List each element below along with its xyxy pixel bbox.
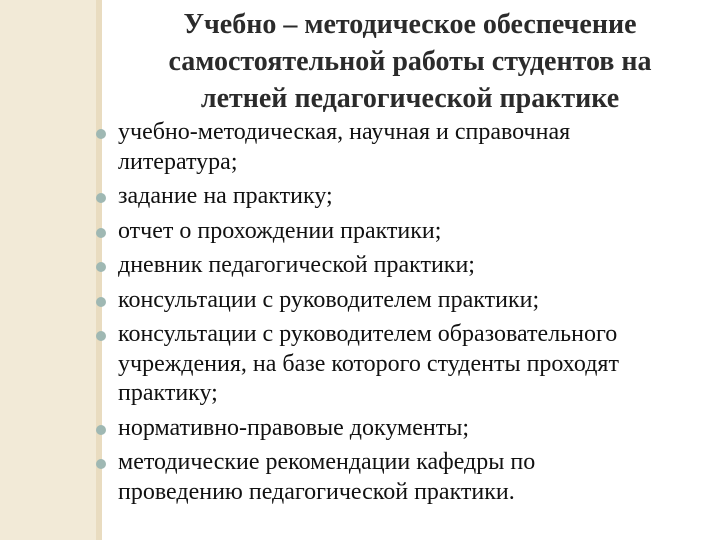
list-item-text: учебно-методическая, научная и справочная литература; — [118, 119, 571, 175]
list-item-text: методические рекомендации кафедры по проведению педагогической практики. — [118, 449, 536, 505]
bullet-dot-icon — [96, 459, 106, 469]
bullet-dot-icon — [96, 297, 106, 307]
list-item-text: дневник педагогической практики; — [118, 252, 475, 278]
list-item — [82, 251, 712, 281]
list-item — [82, 217, 712, 247]
bullet-dot-icon — [96, 262, 106, 272]
bullet-dot-icon — [96, 331, 106, 341]
list-item — [82, 320, 712, 409]
bullet-dot-icon — [96, 193, 106, 203]
list-item-text: отчет о прохождении практики; — [118, 217, 442, 244]
bullet-dot-icon — [96, 228, 106, 238]
bullet-dot-icon — [96, 425, 106, 435]
list-item — [82, 448, 712, 507]
bullet-dot-icon — [96, 129, 106, 139]
list-item — [82, 182, 712, 212]
list-item — [82, 118, 712, 177]
list-item-text: задание на практику; — [118, 183, 333, 209]
bullet-list — [82, 118, 712, 512]
list-item — [82, 286, 712, 316]
list-item-text: нормативно-правовые документы; — [118, 414, 469, 441]
list-item-text: консультации с руководителем практики; — [118, 286, 540, 313]
list-item — [82, 414, 712, 444]
list-item-text: консультации с руководителем образовательного учреждения, на базе которого студенты проходят практику; — [118, 321, 619, 406]
slide-title: Учебно – методическое обеспечение самостоятельной работы студентов на летней педагогической практике — [168, 9, 652, 114]
